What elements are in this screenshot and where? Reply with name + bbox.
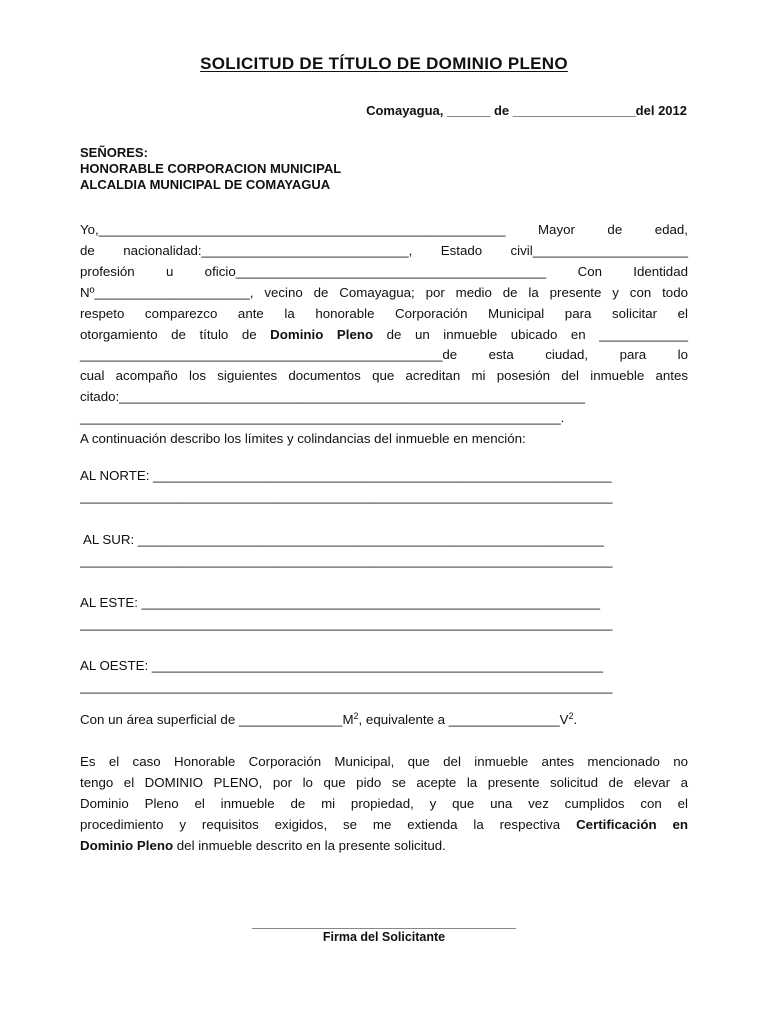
document-title-text: SOLICITUD DE TÍTULO DE DOMINIO PLENO: [200, 54, 568, 73]
addressee-block: [80, 145, 341, 193]
addressee-line-2: HONORABLE CORPORACION MUNICIPAL: [80, 161, 342, 176]
closing-line-5b: del inmueble descrito en la presente solicitud.: [173, 837, 446, 853]
closing-line-1: Es el caso Honorable Corporación Municipal, que del inmueble antes mencionado no: [80, 754, 688, 769]
intro-line-5: respeto comparezco ante la honorable Corporación Municipal para solicitar el: [80, 305, 688, 321]
boundary-sur: [80, 529, 690, 571]
boundary-oeste-line-1: AL OESTE: _____________________________________________________________: [80, 658, 604, 673]
area-sup-v: 2: [568, 711, 574, 721]
closing-line-4a: procedimiento y requisitos exigidos, se me extienda la respectiva: [80, 816, 577, 832]
intro-line-3: profesión u oficio__________________________________________ Con Identidad: [80, 263, 688, 279]
boundary-oeste: [80, 655, 690, 697]
area-line: [80, 710, 688, 731]
area-part-c: , equivalente a _______________V: [358, 712, 569, 727]
boundary-oeste-line-2: ________________________________________________________________________: [80, 679, 613, 694]
boundary-norte: [80, 465, 690, 507]
intro-paragraph: [80, 220, 688, 450]
area-part-a: Con un área superficial de ______________M: [80, 712, 354, 727]
boundary-este-line-1: AL ESTE: ______________________________________________________________: [80, 595, 601, 610]
intro-line-1: Yo,_______________________________________________________ Mayor de edad,: [80, 222, 688, 237]
boundary-norte-line-1: AL NORTE: ______________________________________________________________: [80, 468, 612, 483]
boundary-este: [80, 592, 690, 634]
closing-line-4: [80, 815, 688, 836]
intro-line-6: [80, 325, 688, 346]
date-line: Comayagua, ______ de _________________del 2012: [366, 103, 687, 118]
closing-line-2: tengo el DOMINIO PLENO, por lo que pido se acepte la presente solicitud de elevar a: [80, 774, 688, 790]
area-sup-m: 2: [353, 711, 359, 721]
closing-line-3: Dominio Pleno el inmueble de mi propiedad, y que una vez cumplidos con el: [80, 795, 688, 811]
intro-line-8: cual acompaño los siguientes documentos que acreditan mi posesión del inmueble antes: [80, 368, 688, 384]
intro-line-10: _________________________________________________________________.: [80, 410, 565, 426]
closing-line-5: [80, 836, 688, 857]
area-part-e: .: [573, 712, 578, 727]
area-text: [80, 710, 688, 731]
certificacion-bold: Certificación en: [576, 816, 688, 832]
intro-line-11: A continuación describo los límites y colindancias del inmueble en mención:: [80, 431, 526, 447]
intro-line-7: _________________________________________________de esta ciudad, para lo: [80, 347, 688, 363]
dominio-pleno-bold: Dominio Pleno: [270, 326, 374, 342]
document-title: [0, 54, 768, 74]
addressee-line-3: ALCALDIA MUNICIPAL DE COMAYAGUA: [80, 177, 331, 192]
boundary-sur-line-2: ________________________________________________________________________: [80, 553, 613, 568]
intro-line-4: Nº_____________________, vecino de Comayagua; por medio de la presente y con todo: [80, 284, 688, 300]
intro-line-6a: otorgamiento de título de: [80, 326, 271, 342]
boundary-sur-line-1: AL SUR: _______________________________________________________________: [80, 532, 604, 547]
intro-line-9: citado:_______________________________________________________________: [80, 389, 586, 405]
boundary-este-line-2: ________________________________________________________________________: [80, 616, 613, 631]
dominio-pleno-bold-2: Dominio Pleno: [80, 837, 174, 853]
intro-line-2: de nacionalidad:____________________________, Estado civil_____________________: [80, 242, 688, 258]
closing-paragraph: [80, 752, 688, 857]
intro-line-6c: de un inmueble ubicado en ____________: [373, 326, 688, 342]
boundary-norte-line-2: ________________________________________________________________________: [80, 489, 613, 504]
addressee-line-1: SEÑORES:: [80, 145, 148, 160]
signature-label: Firma del Solicitante: [322, 930, 446, 944]
signature-line: ______________________________________: [251, 916, 517, 930]
